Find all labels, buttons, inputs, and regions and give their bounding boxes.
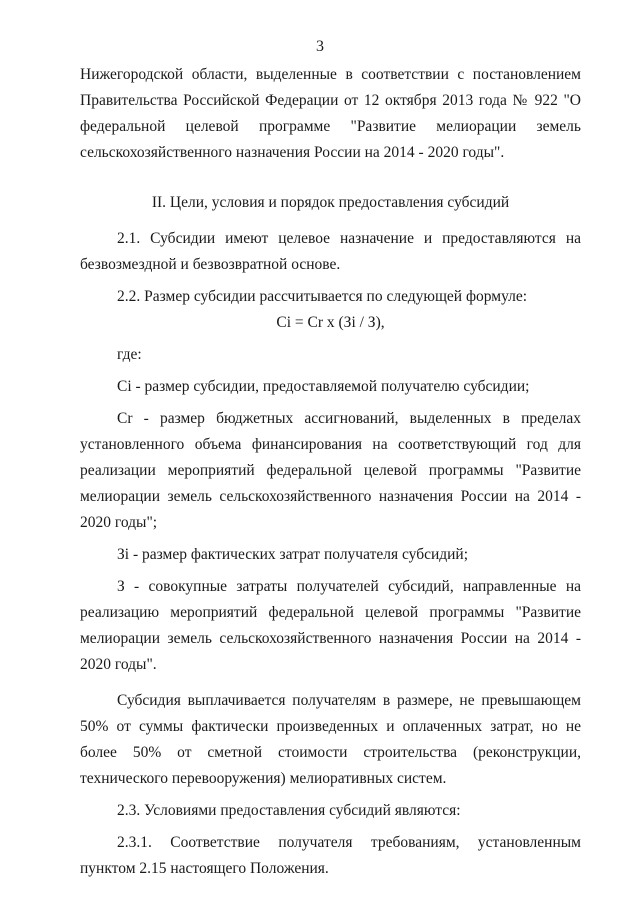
section-heading: II. Цели, условия и порядок предоставления субсидий (151, 194, 510, 211)
definition-ci: Ci - размер субсидии, предоставляемой получателю субсидии; (117, 378, 530, 395)
definition-z: З - совокупные затраты получателей субсидий, направленные на реализацию мероприятий федеральной целевой программы "Развитие мелиорации земель сельскохозяйственного назначения России на 2014 - 2020 годы". (80, 578, 581, 673)
where-label: где: (117, 346, 142, 363)
definition-cr: Cr - размер бюджетных ассигнований, выделенных в пределах установленного объема финансирования на соответствующий год для реализации мероприятий федеральной целевой программы "Развитие мелиорации земель сельскохозяйственного назначения России на 2014 - 2020 годы"; (80, 410, 581, 531)
paragraph-2-1: 2.1. Субсидии имеют целевое назначение и предоставляются на безвозмездной и безвозвратной основе. (80, 230, 581, 273)
intro-paragraph: Нижегородской области, выделенные в соответствии с постановлением Правительства Российской Федерации от 12 октября 2013 года № 922 "О федеральной целевой программе "Развитие мелиорации земель сельскохозяйственного назначения России на 2014 - 2020 годы". (80, 66, 581, 161)
subsidy-limit-paragraph: Субсидия выплачивается получателям в размере, не превышающем 50% от суммы фактически произведенных и оплаченных затрат, но не более 50% от сметной стоимости строительства (реконструкции, технического перевооружения) мелиоративных систем. (80, 692, 581, 787)
page-number: 3 (316, 38, 324, 55)
definition-zi: Зi - размер фактических затрат получателя субсидий; (117, 546, 469, 563)
document-body (80, 62, 581, 882)
paragraph-2-2: 2.2. Размер субсидии рассчитывается по следующей формуле: (117, 288, 528, 305)
formula: Ci = Cr x (Зi / З), (276, 314, 385, 331)
paragraph-2-3-1: 2.3.1. Соответствие получателя требованиям, установленным пунктом 2.15 настоящего Положения. (80, 834, 581, 877)
paragraph-2-3: 2.3. Условиями предоставления субсидий являются: (117, 802, 461, 819)
